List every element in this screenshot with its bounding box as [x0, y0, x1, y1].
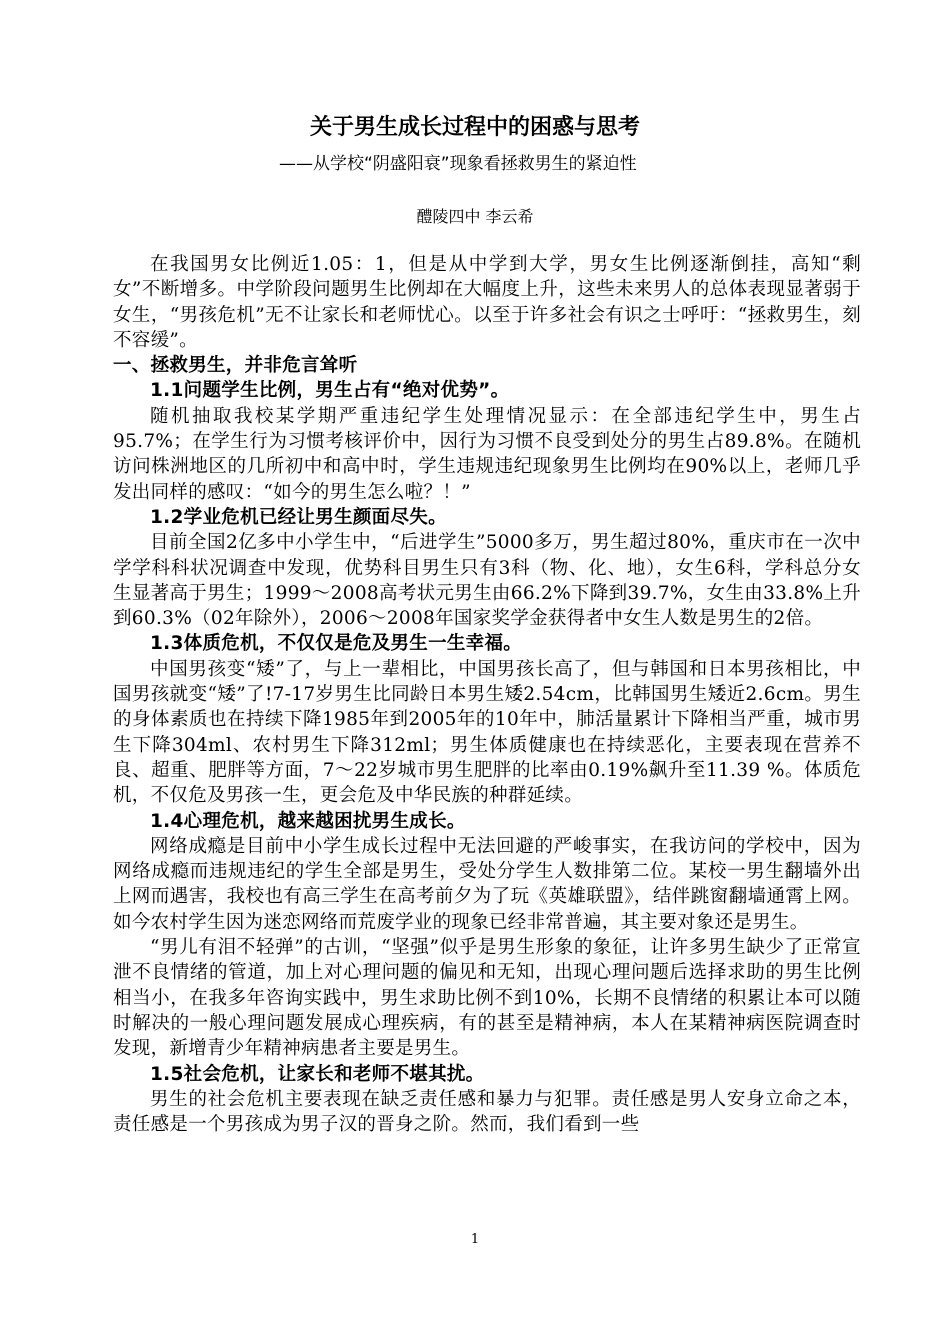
paragraph-1-3: 中国男孩变“矮”了，与上一辈相比，中国男孩长高了，但与韩国和日本男孩相比，中国男孩就变“矮”了!7-17岁男生比同龄日本男生矮2.54cm，比韩国男生矮近2.6cm。男生的身体素质也在持续下降1985年到2005年的10年中，肺活量累计下降相当严重，城市男生下降304ml、农村男生下降312ml；男生体质健康也在持续恶化，主要表现在营养不良、超重、肥胖等方面，7～22岁城市男生肥胖的比率由0.19%飙升至11.39 %。体质危机，不仅危及男孩一生，更会危及中华民族的种群延续。: [113, 658, 861, 807]
page-number: 1: [470, 1232, 480, 1247]
document-subtitle: ——从学校“阴盛阳衰”现象看拯救男生的紧迫性: [279, 154, 637, 174]
subsection-heading-1-1: 1.1问题学生比例，男生占有“绝对优势”。: [150, 380, 510, 402]
paragraph-1-5: 男生的社会危机主要表现在缺乏责任感和暴力与犯罪。责任感是男人安身立命之本，责任感是一个男孩成为男子汉的晋身之阶。然而，我们看到一些: [113, 1088, 861, 1136]
subsection-heading-1-5: 1.5社会危机，让家长和老师不堪其扰。: [150, 1063, 485, 1085]
paragraph-1-4a: 网络成瘾是目前中小学生成长过程中无法回避的严峻事实，在我访问的学校中，因为网络成瘾而违规违纪的学生全部是男生，受处分学生人数排第二位。某校一男生翻墙外出上网而遇害，我校也有高三学生在高考前夕为了玩《英雄联盟》，结伴跳窗翻墙通霄上网。如今农村学生因为迷恋网络而荒废学业的现象已经非常普遍，其主要对象还是男生。: [113, 835, 861, 933]
paragraph-1-4b: “男儿有泪不轻弹”的古训，“坚强”似乎是男生形象的象征，让许多男生缺少了正常宣泄不良情绪的管道，加上对心理问题的偏见和无知，出现心理问题后选择求助的男生比例相当小，在我多年咨询实践中，男生求助比例不到10%，长期不良情绪的积累让本可以随时解决的一般心理问题发展成心理疾病，有的甚至是精神病，本人在某精神病医院调查时发现，新增青少年精神病患者主要是男生。: [113, 937, 861, 1060]
document-title: 关于男生成长过程中的困惑与思考: [309, 115, 640, 140]
subsection-heading-1-4: 1.4心理危机，越来越困扰男生成长。: [150, 810, 466, 832]
author-line: 醴陵四中 李云希: [416, 207, 534, 226]
intro-paragraph: 在我国男女比例近1.05：1，但是从中学到大学，男女生比例逐渐倒挂，高知“剩女”不断增多。中学阶段问题男生比例却在大幅度上升，这些未来男人的总体表现显著弱于女生，“男孩危机”无不让家长和老师忧心。以至于许多社会有识之士呼吁：“拯救男生，刻不容缓”。: [113, 254, 861, 351]
subsection-heading-1-2: 1.2学业危机已经让男生颜面尽失。: [150, 506, 447, 528]
subsection-heading-1-3: 1.3体质危机，不仅仅是危及男生一生幸福。: [150, 633, 523, 655]
paragraph-1-2: 目前全国2亿多中小学生中，“后进学生”5000多万，男生超过80%，重庆市在一次中学学科科状况调查中发现，优势科目男生只有3科（物、化、地），女生6科，学科总分女生显著高于男生；1999～2008高考状元男生由66.2%下降到39.7%，女生由33.8%上升到60.3%（02年除外），2006～2008年国家奖学金获得者中女生人数是男生的2倍。: [113, 532, 861, 630]
paragraph-1-1: 随机抽取我校某学期严重违纪学生处理情况显示：在全部违纪学生中，男生占95.7%；在学生行为习惯考核评价中，因行为习惯不良受到处分的男生占89.8%。在随机访问株洲地区的几所初中和高中时，学生违规违纪现象男生比例均在90%以上，老师几乎发出同样的感叹：“如今的男生怎么啦？！”: [113, 405, 861, 503]
section-heading-1: 一、拯救男生，并非危言耸听: [113, 355, 358, 377]
document-body: [113, 252, 861, 1137]
